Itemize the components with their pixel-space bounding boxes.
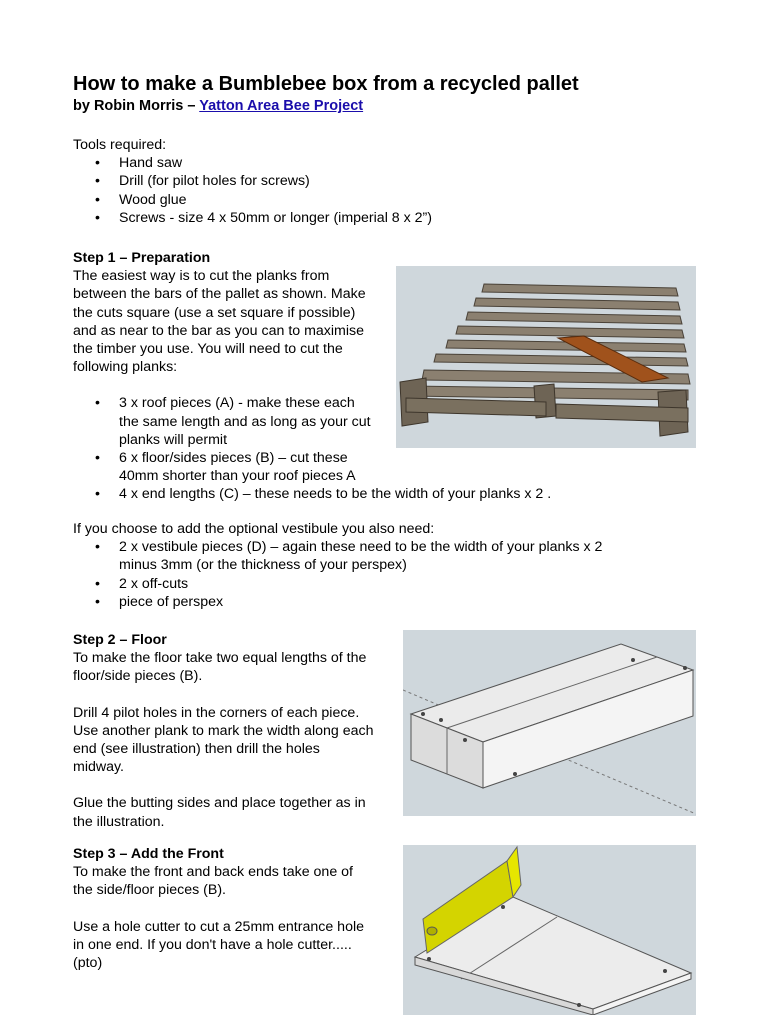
text-line: Use another plank to mark the width along each [73, 722, 374, 739]
pallet-illustration [396, 266, 696, 448]
tools-heading: Tools required: [73, 137, 167, 153]
step3-section [73, 845, 403, 972]
text-line: floor/side pieces (B). [73, 668, 203, 685]
pallet-drawing [396, 266, 696, 448]
text-line: 40mm shorter than your roof pieces A [119, 468, 356, 485]
text-line: • 3 x roof pieces (A) - make these each [119, 395, 355, 412]
text-line: between the bars of the pallet as shown. Make [73, 286, 366, 303]
text-line: To make the front and back ends take one of [73, 864, 353, 881]
text-line: • 2 x vestibule pieces (D) – again these need to be the width of your planks x 2 [119, 539, 603, 556]
list-item [73, 575, 733, 593]
text-line: Glue the butting sides and place together as in [73, 795, 366, 812]
tools-section [73, 136, 713, 227]
text-line: The easiest way is to cut the planks from [73, 268, 330, 285]
step2-heading: Step 2 – Floor [73, 632, 167, 648]
text-line: planks will permit [119, 431, 228, 448]
text-line: the illustration. [73, 813, 165, 830]
text-line: the timber you use. You will need to cut the [73, 341, 343, 358]
front-drawing [403, 845, 696, 1015]
author: by Robin Morris – [73, 98, 200, 114]
text-line: the side/floor pieces (B). [73, 882, 226, 899]
list-item: • Wood glue [73, 191, 713, 209]
text-line: • 6 x floor/sides pieces (B) – cut these [119, 450, 348, 467]
text-line: following planks: [73, 359, 178, 376]
optional-intro: If you choose to add the optional vestibule you also need: [73, 521, 435, 537]
list-item [73, 485, 733, 503]
floor-drawing [403, 630, 696, 816]
text-line: • 2 x off-cuts [119, 575, 189, 592]
list-item [73, 538, 733, 574]
text-line: Drill 4 pilot holes in the corners of each piece. [73, 704, 360, 721]
text-line: • piece of perspex [119, 593, 224, 610]
text-line: the same length and as long as your cut [119, 413, 371, 430]
text-line: To make the floor take two equal lengths of the [73, 650, 367, 667]
step2-section [73, 631, 403, 831]
text-line: minus 3mm (or the thickness of your perspex) [119, 557, 407, 574]
text-line: • 4 x end lengths (C) – these needs to be the width of your planks x 2 . [119, 486, 552, 503]
project-link[interactable]: Yatton Area Bee Project [199, 98, 364, 114]
text-line: (pto) [73, 955, 103, 972]
text-line: and as near to the bar as you can to maximise [73, 322, 365, 339]
list-item: • Drill (for pilot holes for screws) [73, 172, 713, 190]
step1-heading: Step 1 – Preparation [73, 250, 211, 266]
front-illustration [403, 845, 696, 1015]
text-line: midway. [73, 759, 124, 776]
tools-list [73, 154, 713, 227]
optional-list [73, 538, 733, 611]
page-title: How to make a Bumblebee box from a recycled pallet [73, 73, 579, 95]
list-item: • Screws - size 4 x 50mm or longer (imperial 8 x 2”) [73, 209, 713, 227]
step3-heading: Step 3 – Add the Front [73, 846, 224, 862]
text-line: the cuts square (use a set square if possible) [73, 304, 356, 321]
byline [73, 98, 363, 114]
list-item [73, 593, 733, 611]
floor-illustration [403, 630, 696, 816]
list-item [73, 449, 733, 485]
text-line: end (see illustration) then drill the holes [73, 741, 320, 758]
list-item: • Hand saw [73, 154, 713, 172]
text-line: in one end. If you don't have a hole cutter..... [73, 936, 352, 953]
optional-section [73, 520, 733, 611]
text-line: Use a hole cutter to cut a 25mm entrance hole [73, 918, 365, 935]
